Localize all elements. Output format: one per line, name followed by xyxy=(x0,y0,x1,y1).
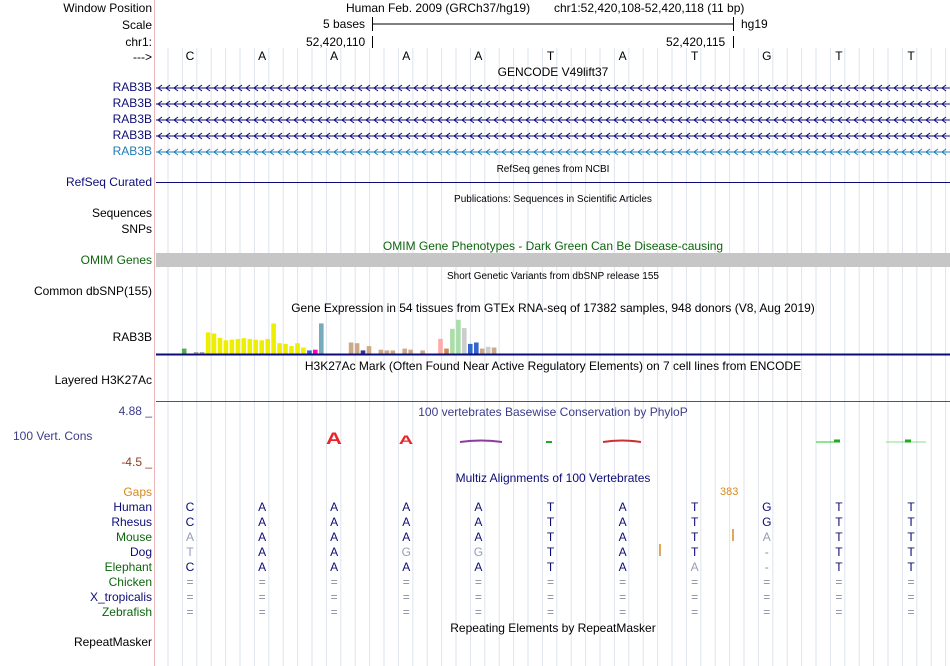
alignment-base: A xyxy=(474,500,483,514)
gtex-bar-40 xyxy=(408,350,413,354)
gtex-bar-6 xyxy=(206,332,211,354)
omim-gene-bar[interactable] xyxy=(156,253,950,267)
alignment-base: C xyxy=(185,560,195,574)
gtex-bar-10 xyxy=(230,340,235,354)
gencode-title: GENCODE V49lift37 xyxy=(497,65,609,79)
alignment-base: T xyxy=(907,545,915,559)
base-2: A xyxy=(330,49,339,63)
alignment-base: = xyxy=(691,575,699,589)
alignment-base: A xyxy=(618,500,627,514)
alignment-base: A xyxy=(474,560,483,574)
base-7: T xyxy=(691,49,699,63)
coord-left: 52,420,110 xyxy=(306,35,366,49)
dbsnp-title: Short Genetic Variants from dbSNP release 155 xyxy=(447,271,659,282)
refseq-line[interactable] xyxy=(156,182,950,184)
alignment-base: G xyxy=(401,545,411,559)
gtex-expression-chart[interactable] xyxy=(156,314,950,358)
gtex-bar-53 xyxy=(486,347,491,354)
alignment-base: = xyxy=(546,590,554,604)
alignment-base: A xyxy=(402,500,411,514)
alignment-base: - xyxy=(764,560,769,574)
gap-count: 383 xyxy=(720,486,739,498)
alignment-base: = xyxy=(763,605,771,619)
alignment-base: A xyxy=(330,545,339,559)
species-label-rhesus[interactable]: Rhesus xyxy=(111,515,152,529)
alignment-base: A xyxy=(762,530,771,544)
gtex-bar-25 xyxy=(319,323,324,354)
gtex-bar-47 xyxy=(450,329,455,354)
alignment-base: = xyxy=(186,590,194,604)
alignment-base: A xyxy=(618,530,627,544)
gtex-bar-35 xyxy=(379,350,384,354)
gtex-bar-24 xyxy=(313,350,318,354)
h3k27ac-baseline xyxy=(156,401,950,403)
alignment-base: = xyxy=(258,605,266,619)
alignment-base: = xyxy=(474,575,482,589)
alignment-base: = xyxy=(186,575,194,589)
alignment-base: A xyxy=(618,545,627,559)
gtex-bar-12 xyxy=(242,338,247,354)
alignment-base: T xyxy=(835,530,843,544)
insertion-markers xyxy=(0,525,950,561)
alignment-base: = xyxy=(258,575,266,589)
alignment-base: A xyxy=(402,560,411,574)
gtex-bar-13 xyxy=(248,339,253,354)
refseq-label[interactable]: RefSeq Curated xyxy=(65,175,152,189)
publications-snps-label[interactable]: SNPs xyxy=(121,222,152,236)
gtex-bar-31 xyxy=(355,343,360,354)
chr-label: chr1: xyxy=(125,35,152,49)
alignment-base: = xyxy=(330,605,338,619)
alignment-base: = xyxy=(835,590,843,604)
coord-right: 52,420,115 xyxy=(666,35,726,49)
gtex-bar-8 xyxy=(218,338,223,354)
gtex-bar-17 xyxy=(271,323,276,354)
alignment-base: = xyxy=(907,605,915,619)
species-label-chicken[interactable]: Chicken xyxy=(108,575,152,589)
gtex-bar-15 xyxy=(259,340,264,354)
alignment-base: A xyxy=(618,560,627,574)
alignment-base: A xyxy=(474,530,483,544)
alignment-base: T xyxy=(835,560,843,574)
alignment-base: T xyxy=(546,545,555,559)
alignment-base: A xyxy=(330,560,339,574)
species-label-dog[interactable]: Dog xyxy=(129,545,152,559)
gtex-bar-7 xyxy=(212,334,217,355)
scale-text: 5 bases xyxy=(323,17,366,31)
publications-sequences-label[interactable]: Sequences xyxy=(91,206,152,220)
omim-label[interactable]: OMIM Genes xyxy=(80,253,152,267)
alignment-base: G xyxy=(473,545,484,559)
alignment-base: T xyxy=(691,530,699,544)
gencode-gene-label-2[interactable]: RAB3B xyxy=(112,112,152,126)
alignment-base: = xyxy=(619,575,627,589)
gtex-bar-52 xyxy=(480,349,485,354)
gtex-bar-9 xyxy=(224,340,229,354)
species-label-mouse[interactable]: Mouse xyxy=(115,530,152,544)
alignment-base: = xyxy=(546,605,554,619)
base-1: A xyxy=(258,49,267,63)
alignment-base: C xyxy=(185,500,195,514)
label-separator xyxy=(154,0,155,666)
alignment-base: = xyxy=(763,590,771,604)
alignment-base: = xyxy=(330,590,338,604)
phylop-label[interactable]: 100 Vert. Cons xyxy=(13,429,93,443)
alignment-base: = xyxy=(258,590,266,604)
alignment-base: A xyxy=(258,545,267,559)
gtex-bar-45 xyxy=(438,339,443,354)
repeatmasker-title: Repeating Elements by RepeatMasker xyxy=(450,621,656,635)
dbsnp-label[interactable]: Common dbSNP(155) xyxy=(33,284,152,298)
base-5: T xyxy=(546,49,555,63)
gtex-bar-50 xyxy=(468,344,473,354)
alignment-base: T xyxy=(546,560,555,574)
species-label-zebrafish[interactable]: Zebrafish xyxy=(101,605,152,619)
gtex-bar-48 xyxy=(456,320,461,354)
gtex-bar-11 xyxy=(236,339,241,354)
alignment-base: = xyxy=(474,590,482,604)
base-0: C xyxy=(185,49,195,63)
alignment-base: G xyxy=(762,500,772,514)
gtex-bar-2 xyxy=(182,349,187,354)
gtex-bar-19 xyxy=(283,344,288,354)
phylop-track[interactable] xyxy=(156,425,950,449)
alignment-base: = xyxy=(691,590,699,604)
gtex-bar-49 xyxy=(462,328,467,354)
gencode-gene-label-0[interactable]: RAB3B xyxy=(112,80,152,94)
gtex-title: Gene Expression in 54 tissues from GTEx RNA-seq of 17382 samples, 948 donors (V8, Aug 2019) xyxy=(291,301,815,315)
alignment-base: A xyxy=(258,530,267,544)
alignment-base: T xyxy=(907,530,915,544)
refseq-title: RefSeq genes from NCBI xyxy=(496,164,610,175)
window-position-label: Window Position xyxy=(63,1,152,15)
alignment-base: A xyxy=(618,515,627,529)
gencode-gene-label-4[interactable]: RAB3B xyxy=(112,144,152,158)
alignment-base: T xyxy=(907,500,915,514)
gtex-bar-32 xyxy=(361,350,366,354)
gtex-bar-54 xyxy=(492,348,497,355)
base-9: T xyxy=(835,49,843,63)
alignment-base: = xyxy=(474,605,482,619)
alignment-base: T xyxy=(186,545,194,559)
species-label-x_tropicalis[interactable]: X_tropicalis xyxy=(89,590,152,604)
gencode-gene-label-1[interactable]: RAB3B xyxy=(112,96,152,110)
alignment-base: = xyxy=(907,575,915,589)
alignment-base: = xyxy=(619,605,627,619)
species-label-elephant[interactable]: Elephant xyxy=(104,560,152,574)
alignment-base: = xyxy=(835,575,843,589)
gtex-bar-39 xyxy=(402,349,407,354)
species-label-human[interactable]: Human xyxy=(113,500,152,514)
h3k27ac-label[interactable]: Layered H3K27Ac xyxy=(54,373,152,387)
phylop-min-label: -4.5 _ xyxy=(121,455,152,469)
alignment-base: T xyxy=(907,515,915,529)
alignment-base: T xyxy=(691,545,699,559)
gtex-bar-16 xyxy=(265,339,270,354)
alignment-base: A xyxy=(258,500,267,514)
gencode-transcripts[interactable] xyxy=(156,80,950,160)
base-4: A xyxy=(474,49,483,63)
alignment-base: T xyxy=(907,560,915,574)
alignment-base: T xyxy=(835,545,843,559)
gtex-bar-46 xyxy=(444,349,449,354)
gtex-bar-18 xyxy=(277,343,282,354)
gtex-bar-20 xyxy=(289,346,294,354)
gtex-bar-22 xyxy=(301,348,306,355)
h3k27ac-title: H3K27Ac Mark (Often Found Near Active Regulatory Elements) on 7 cell lines from ENCODE xyxy=(304,359,802,373)
alignment-base: = xyxy=(402,605,410,619)
gtex-bar-42 xyxy=(420,350,425,354)
strand-label: ---> xyxy=(133,50,152,64)
alignment-base: A xyxy=(258,515,267,529)
alignment-base: T xyxy=(691,500,699,514)
conserved-base-A-1: A xyxy=(326,429,342,448)
alignment-base: C xyxy=(185,515,195,529)
alignment-base: A xyxy=(402,515,411,529)
alignment-base: A xyxy=(330,500,339,514)
alignment-base: T xyxy=(546,515,555,529)
base-8: G xyxy=(762,49,772,63)
gtex-bar-21 xyxy=(295,343,300,354)
alignment-base: T xyxy=(546,530,555,544)
base-6: A xyxy=(618,49,627,63)
gtex-bar-51 xyxy=(474,343,479,355)
gtex-bar-30 xyxy=(349,343,354,355)
alignment-base: G xyxy=(762,515,772,529)
alignment-base: = xyxy=(907,590,915,604)
alignment-base: A xyxy=(474,515,483,529)
gtex-label[interactable]: RAB3B xyxy=(112,330,152,344)
alignment-base: = xyxy=(186,605,194,619)
region-text[interactable]: chr1:52,420,108-52,420,118 (11 bp) xyxy=(554,1,745,15)
conserved-base-A-2: A xyxy=(398,434,414,448)
alignment-base: A xyxy=(258,560,267,574)
assembly-text: Human Feb. 2009 (GRCh37/hg19) xyxy=(346,1,531,15)
alignment-base: A xyxy=(330,515,339,529)
alignment-base: A xyxy=(185,530,194,544)
gtex-bar-23 xyxy=(307,350,312,354)
gencode-gene-label-3[interactable]: RAB3B xyxy=(112,128,152,142)
scale-label: Scale xyxy=(121,18,152,32)
alignment-base: T xyxy=(835,515,843,529)
alignment-base: T xyxy=(835,500,843,514)
alignment-base: T xyxy=(691,515,699,529)
phylop-title: 100 vertebrates Basewise Conservation by PhyloP xyxy=(418,405,688,419)
gtex-bar-36 xyxy=(385,350,390,354)
alignment-base: = xyxy=(835,605,843,619)
omim-title: OMIM Gene Phenotypes - Dark Green Can Be Disease-causing xyxy=(382,239,724,253)
alignment-base: T xyxy=(546,500,555,514)
alignment-base: = xyxy=(546,575,554,589)
publications-title: Publications: Sequences in Scientific Articles xyxy=(454,194,652,205)
multiz-title: Multiz Alignments of 100 Vertebrates xyxy=(455,471,651,485)
alignment-base: = xyxy=(763,575,771,589)
base-3: A xyxy=(402,49,411,63)
alignment-base: = xyxy=(402,575,410,589)
alignment-base: = xyxy=(691,605,699,619)
alignment-base: A xyxy=(402,530,411,544)
alignment-base: - xyxy=(764,545,769,559)
gtex-bar-14 xyxy=(253,340,258,354)
gtex-bar-37 xyxy=(391,350,396,354)
alignment-base: = xyxy=(330,575,338,589)
alignment-base: A xyxy=(330,530,339,544)
repeatmasker-label[interactable]: RepeatMasker xyxy=(73,635,152,649)
alignment-base: = xyxy=(619,590,627,604)
gaps-label: Gaps xyxy=(123,485,152,499)
gtex-bar-33 xyxy=(367,346,372,354)
alignment-base: = xyxy=(402,590,410,604)
db-label: hg19 xyxy=(741,17,768,31)
base-10: T xyxy=(907,49,915,63)
alignment-base: A xyxy=(690,560,699,574)
phylop-max-label: 4.88 _ xyxy=(118,404,152,418)
